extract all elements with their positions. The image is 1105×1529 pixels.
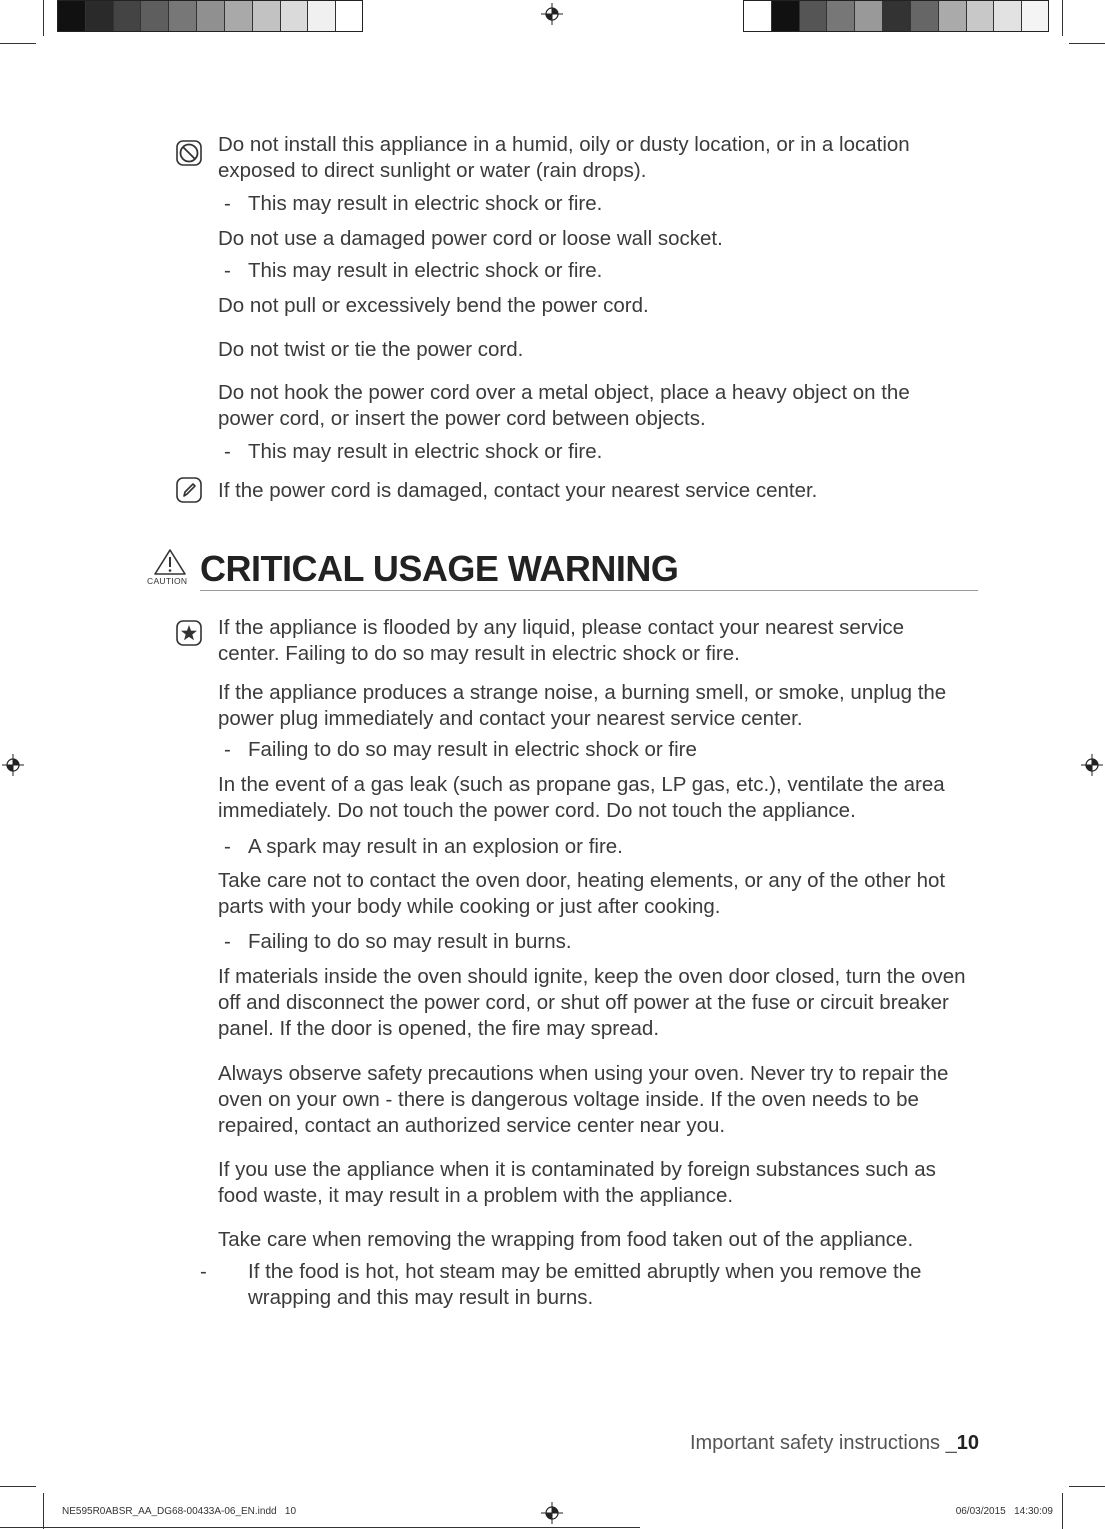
registration-mark-right-icon xyxy=(1081,754,1103,776)
warning-text-wrapping: Take care when removing the wrapping from food taken out of the appliance. xyxy=(218,1228,914,1251)
contact-service-icon xyxy=(176,477,202,503)
consequence-label: This may result in electric shock or fire. xyxy=(248,259,603,282)
crop-mark-bottom-left-v xyxy=(43,1493,44,1529)
warning-text-contaminated: If you use the appliance when it is contaminated by foreign substances such as food waste, it may result in a problem with the appliance. xyxy=(218,1158,936,1207)
registration-mark-top-icon xyxy=(541,3,563,25)
warning-text-flooded: If the appliance is flooded by any liquid, please contact your nearest service center. Failing to do so may result in electric shock or fire. xyxy=(218,616,905,665)
crop-mark-bottom-right-h xyxy=(1069,1486,1105,1487)
warning-text-hot-parts: Take care not to contact the oven door, heating elements, or any of the other hot parts with your body while cooking or just after cooking. xyxy=(218,869,946,918)
warning-text-damaged-cord: Do not use a damaged power cord or loose wall socket. xyxy=(218,227,723,250)
page-number: 10 xyxy=(956,1432,979,1454)
warning-text-humid-location: Do not install this appliance in a humid, oily or dusty location, or in a location exposed to direct sunlight or water (rain drops). xyxy=(218,133,910,182)
file-slug: NE595R0ABSR_AA_DG68-00433A-06_EN.indd 10 xyxy=(62,1506,297,1517)
warning-text-strange-noise: If the appliance produces a strange noise, a burning smell, or smoke, unplug the power plug immediately and contact your nearest service center. xyxy=(218,681,947,730)
consequence-label: Failing to do so may result in electric shock or fire xyxy=(248,738,697,761)
registration-mark-bottom-icon xyxy=(541,1502,563,1524)
section-divider xyxy=(200,590,978,591)
color-bar-right xyxy=(743,0,1049,32)
consequence-text: - Failing to do so may result in electric shock or fire xyxy=(224,738,697,761)
date-slug: 06/03/2015 14:30:09 xyxy=(955,1506,1053,1517)
warning-text-oven-ignite: If materials inside the oven should ignite, keep the oven door closed, turn the oven off and disconnect the power cord, or shut off power at the fuse or circuit breaker panel. If the door is opened, the fire may spread. xyxy=(218,965,966,1040)
warning-text-damaged-cord-service: If the power cord is damaged, contact your nearest service center. xyxy=(218,479,818,502)
section-title: CRITICAL USAGE WARNING xyxy=(200,548,679,589)
consequence-label: This may result in electric shock or fire. xyxy=(248,192,603,215)
slug-rule xyxy=(0,1527,640,1528)
warning-text-hook-cord: Do not hook the power cord over a metal object, place a heavy object on the power cord, or insert the power cord between objects. xyxy=(218,381,910,430)
caution-triangle-icon xyxy=(152,548,188,576)
warning-text-safety-precautions: Always observe safety precautions when using your oven. Never try to repair the oven on your own - there is dangerous voltage inside. If the oven needs to be repaired, contact an authorized service center near you. xyxy=(218,1062,949,1137)
warning-text-gas-leak: In the event of a gas leak (such as propane gas, LP gas, etc.), ventilate the area immediately. Do not touch the power cord. Do not touch the appliance. xyxy=(218,773,945,822)
important-star-icon xyxy=(176,620,202,646)
consequence-text: - This may result in electric shock or fire. xyxy=(224,192,603,215)
crop-mark-top-right-v xyxy=(1062,0,1063,36)
registration-mark-left-icon xyxy=(2,754,24,776)
consequence-label: A spark may result in an explosion or fire. xyxy=(248,835,623,858)
consequence-text: - Failing to do so may result in burns. xyxy=(224,930,572,953)
consequence-text: - A spark may result in an explosion or fire. xyxy=(224,835,623,858)
consequence-label: If the food is hot, hot steam may be emitted abruptly when you remove the wrapping and this may result in burns. xyxy=(248,1260,922,1309)
color-bar-left xyxy=(57,0,363,32)
warning-text-pull-cord: Do not pull or excessively bend the power cord. xyxy=(218,294,649,317)
crop-mark-bottom-right-v xyxy=(1062,1493,1063,1529)
crop-mark-bottom-left-h xyxy=(0,1486,36,1487)
footer-page-title xyxy=(690,1432,979,1455)
consequence-label: Failing to do so may result in burns. xyxy=(248,930,572,953)
crop-mark-top-left-v xyxy=(43,0,44,36)
warning-text-twist-cord: Do not twist or tie the power cord. xyxy=(218,338,524,361)
consequence-text: - If the food is hot, hot steam may be emitted abruptly when you remove the wrapping and this may result in burns. xyxy=(200,1260,922,1309)
consequence-label: This may result in electric shock or fire. xyxy=(248,440,603,463)
crop-mark-top-right-h xyxy=(1069,43,1105,44)
footer-title-text: Important safety instructions _ xyxy=(689,1432,957,1454)
consequence-text: - This may result in electric shock or fire. xyxy=(224,259,603,282)
prohibition-icon xyxy=(176,140,202,166)
crop-mark-top-left-h xyxy=(0,43,36,44)
caution-label: CAUTION xyxy=(147,576,188,586)
consequence-text: - This may result in electric shock or fire. xyxy=(224,440,603,463)
